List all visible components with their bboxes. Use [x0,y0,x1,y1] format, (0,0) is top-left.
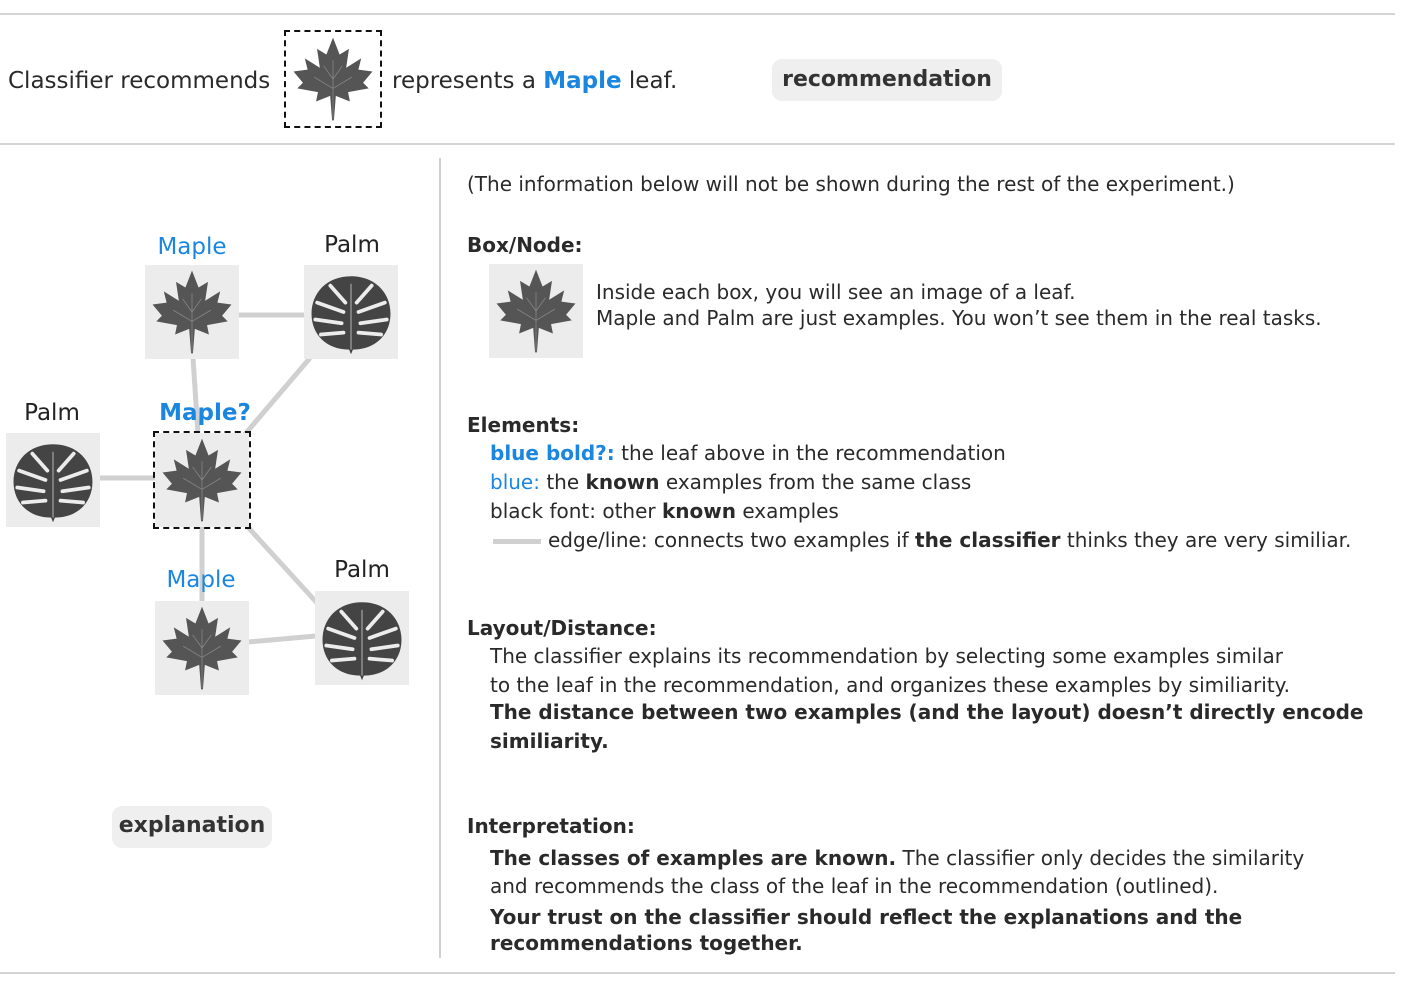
maple-leaf-icon [489,264,583,358]
recommendation-suffix: leaf. [628,68,678,94]
elements-edge [548,528,1351,552]
interpretation-bold-a: The classes of examples are known. [490,846,897,870]
recommendation-middle: represents a [392,68,536,94]
palm-leaf-icon [6,433,100,527]
edge-palm-top-query [240,358,310,440]
maple-leaf-icon [155,601,249,695]
layout-bold1: The distance between two examples (and the layout) doesn’t directly encode [490,700,1364,724]
layout-heading: Layout/Distance: [467,616,657,640]
edge-maple-bottom-palm-bottom [248,636,316,642]
node-label-maple-top: Maple [157,234,227,260]
node-maple-top [145,265,239,359]
blue-desc-known: known [585,470,660,494]
edge-a: edge/line: connects two examples if [548,528,909,552]
node-palm-top [304,265,398,359]
black-known: known [661,499,736,523]
recommendation-badge: recommendation [772,59,1002,101]
blue-desc-b: examples from the same class [665,470,972,494]
node-query [155,433,249,527]
box-node-example [489,264,583,358]
blue-desc-a: the [546,470,580,494]
node-label-query: Maple? [159,400,251,426]
node-label-palm-left: Palm [24,400,80,426]
palm-leaf-icon [304,265,398,359]
recommendation-prefix: Classifier recommends [8,68,271,94]
edge-legend-line [493,539,541,544]
info-intro: (The information below will not be shown during the rest of the experiment.) [467,172,1235,196]
node-palm-left [6,433,100,527]
elements-heading: Elements: [467,413,580,437]
layout-bold2: similiarity. [490,729,609,753]
palm-leaf-icon [315,591,409,685]
node-label-maple-bottom: Maple [166,567,236,593]
blue-bold-desc: the leaf above in the recommendation [621,441,1006,465]
bottom-divider [0,972,1395,974]
node-label-palm-top: Palm [324,232,380,258]
interpretation-line1 [490,846,1304,870]
box-node-line1: Inside each box, you will see an image of a leaf. [596,280,1076,304]
elements-blue [490,470,971,494]
box-node-line2: Maple and Palm are just examples. You won’t see them in the real tasks. [596,306,1322,330]
node-label-palm-bottom: Palm [334,557,390,583]
maple-leaf-icon [155,433,249,527]
interpretation-bold1: Your trust on the classifier should reflect the explanations and the [490,905,1243,929]
box-node-heading: Box/Node: [467,233,583,257]
blue-bold-key: blue bold?: [490,441,615,465]
node-maple-bottom [155,601,249,695]
elements-black [490,499,839,523]
explanation-badge: explanation [112,806,272,848]
interpretation-line2: and recommends the class of the leaf in the recommendation (outlined). [490,874,1219,898]
edge-b: thinks they are very similiar. [1066,528,1352,552]
recommendation-class: Maple [543,68,622,94]
node-palm-bottom [315,591,409,685]
interpretation-heading: Interpretation: [467,814,635,838]
blue-key: blue: [490,470,540,494]
layout-line2: to the leaf in the recommendation, and organizes these examples by similiarity. [490,673,1290,697]
maple-leaf-icon [145,265,239,359]
elements-blue-bold [490,441,1006,465]
interpretation-bold2: recommendations together. [490,931,803,955]
interpretation-line1-rest: The classifier only decides the similarity [902,846,1305,870]
edge-bold: the classifier [915,528,1061,552]
black-b: examples [742,499,839,523]
black-a: black font: other [490,499,656,523]
layout-line1: The classifier explains its recommendation by selecting some examples similar [490,644,1283,668]
